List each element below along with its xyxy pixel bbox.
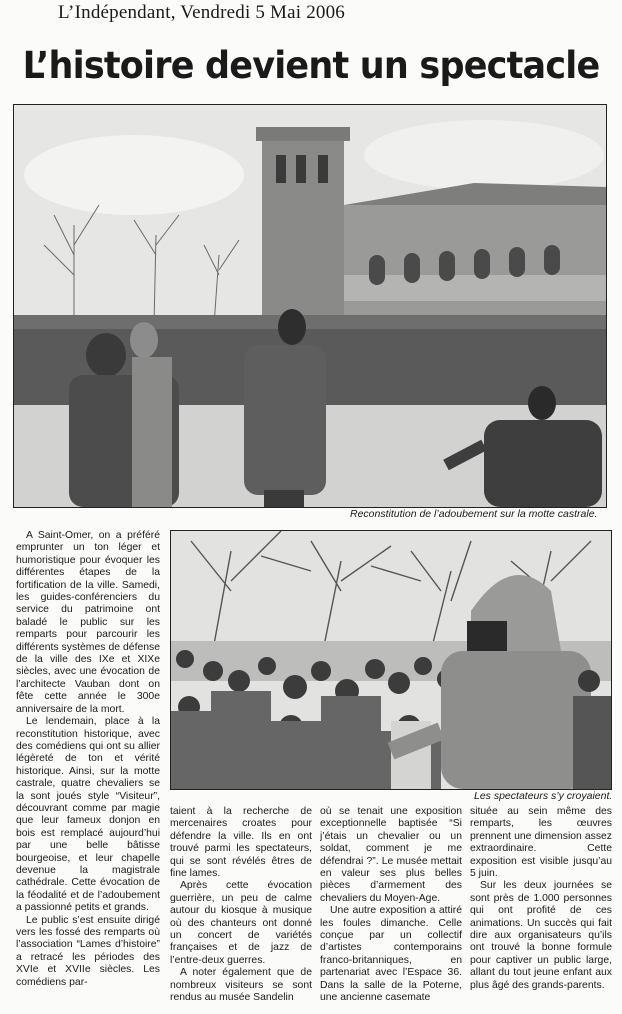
photo-caption: Reconstitution de l’adoubement sur la motte castrale. — [350, 508, 598, 520]
photo-knighting-ceremony — [13, 104, 607, 508]
photo-spectators — [170, 530, 612, 790]
masthead: L’Indépendant, Vendredi 5 Mai 2006 — [58, 2, 345, 23]
paragraph: Le lendemain, place à la reconstitution historique, avec des comédiens qui ont su allier légèreté de ton et vérité historique. Ainsi, sur la motte castrale, quatre chevaliers se la sont joués style “Visiteur”, découvrant comme par magie que leur fameux donjon en bois est remplacé aujourd’hui par une belle bâtisse bourgeoise, et leur chapelle devenue la magistrale cathédrale. Cette évocation de la féodalité et de l’adoubement a passionné petits et grands. — [16, 716, 160, 914]
article-column-4 — [470, 806, 612, 1010]
paragraph: située au sein même des remparts, les œuvres prennent une dimension assez extraordinaire. Cette exposition est visible jusqu’au 5 juin. — [470, 806, 612, 880]
article-column-1 — [16, 530, 160, 1008]
paragraph: Après cette évocation guerrière, un peu de calme autour du kiosque à musique où des chanteurs ont donné un concert de variétés françaises et de jazz de l’entre-deux guerres. — [170, 880, 312, 966]
paragraph: A noter également que de nombreux visiteurs se sont rendus au musée Sandelin — [170, 967, 312, 1004]
article-column-3 — [320, 806, 462, 1010]
paragraph: Une autre exposition a attiré les foules dimanche. Celle conçue par un collectif d’artistes contemporains franco-britanniques, en partenariat avec l’Espace 36. Dans la salle de la Poterne, une ancienne casemate — [320, 905, 462, 1004]
paragraph: Le public s’est ensuite dirigé vers les fossé des remparts où l’association “Lames d’histoire” a retracé les périodes des XVIe et XVIIe siècles. Les comédiens par- — [16, 914, 160, 988]
paragraph: A Saint-Omer, on a préféré emprunter un ton léger et humoristique pour évoquer les différentes étapes de la fortification de la ville. Samedi, les guides-conférenciers du service du patrimoine ont baladé le public sur les remparts pour parcourir les différents systèmes de défense de la ville des IXe et XIXe siècles, avec une évocation de l’architecte Vauban dont on fête cette année le 300e anniversaire de la mort. — [16, 530, 160, 715]
article-column-2 — [170, 806, 312, 1010]
photo-caption: Les spectateurs s’y croyaient. — [474, 790, 613, 802]
paragraph: Sur les deux journées se sont près de 1.000 personnes qui ont profité de ces animations. Un succès qui fait dire aux organisateurs qu’ils ont trouvé la bonne formule pour captiver un public large, allant du tout jeune enfant aux plus âgé des grands-parents. — [470, 880, 612, 991]
paragraph: où se tenait une exposition exceptionnelle baptisée “Si j’étais un chevalier ou un soldat, comment je me défendrai ?”. Le musée mettait en valeur ses plus belles pièces d’armement des chevaliers du Moyen-Age. — [320, 806, 462, 904]
headline: L’histoire devient un spectacle — [22, 44, 600, 88]
paragraph: taient à la recherche de mercenaires croates pour défendre la ville. Ils en ont trouvé parmi les spectateurs, qui se sont révélés êtres de fine lames. — [170, 806, 312, 880]
